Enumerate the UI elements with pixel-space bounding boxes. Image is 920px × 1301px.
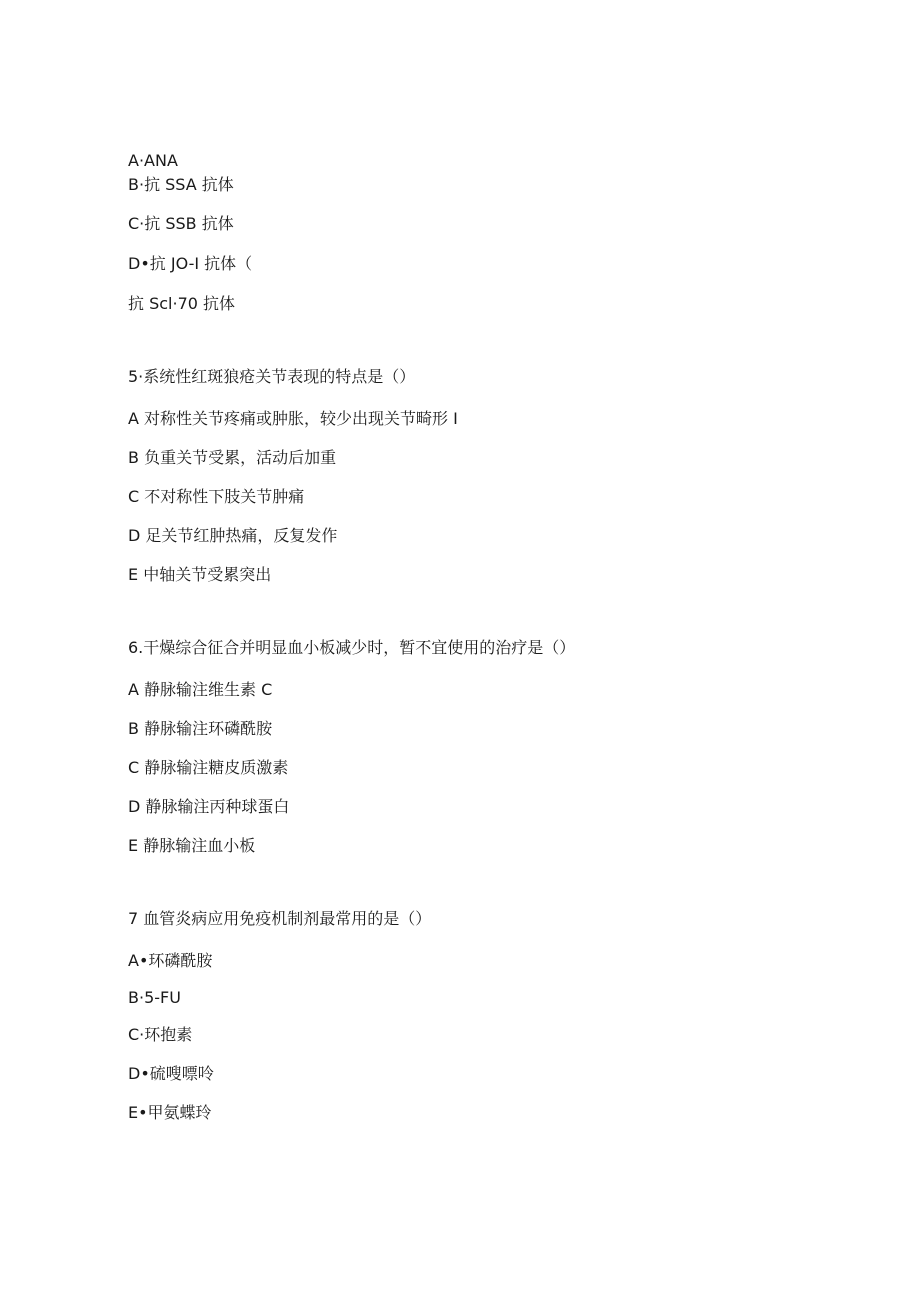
q5-option-a: A 对称性关节疼痛或肿胀，较少出现关节畸形 I	[128, 409, 458, 428]
q7-option-a: A•环磷酰胺	[128, 951, 213, 970]
q6-option-a: A 静脉输注维生素 C	[128, 680, 273, 699]
q5-option-c: C 不对称性下肢关节肿痛	[128, 487, 305, 506]
q6-option-d: D 静脉输注丙种球蛋白	[128, 797, 290, 816]
q4-option-d: D•抗 JO-I 抗体（	[128, 254, 253, 273]
q4-option-a: A·ANA	[128, 151, 178, 170]
q7-question: 7 血管炎病应用免疫机制剂最常用的是（）	[128, 909, 432, 928]
q7-option-d: D•硫嗖嘌呤	[128, 1064, 214, 1083]
q6-option-e: E 静脉输注血小板	[128, 836, 256, 855]
q7-option-c: C·环抱素	[128, 1025, 193, 1044]
q5-option-e: E 中轴关节受累突出	[128, 565, 272, 584]
q5-option-b: B 负重关节受累，活动后加重	[128, 448, 337, 467]
q6-option-c: C 静脉输注糖皮质激素	[128, 758, 289, 777]
q5-option-d: D 足关节红肿热痛，反复发作	[128, 526, 338, 545]
q4-option-c: C·抗 SSB 抗体	[128, 214, 234, 233]
q7-option-e: E•甲氨蝶玲	[128, 1103, 212, 1122]
q4-option-e: 抗 Scl·70 抗体	[128, 294, 236, 313]
q6-question: 6.干燥综合征合并明显血小板减少时，暂不宜使用的治疗是（）	[128, 638, 576, 657]
q5-question: 5·系统性红斑狼疮关节表现的特点是（）	[128, 367, 416, 386]
q7-option-b: B·5-FU	[128, 988, 181, 1007]
q4-option-b: B·抗 SSA 抗体	[128, 175, 234, 194]
q6-option-b: B 静脉输注环磷酰胺	[128, 719, 273, 738]
